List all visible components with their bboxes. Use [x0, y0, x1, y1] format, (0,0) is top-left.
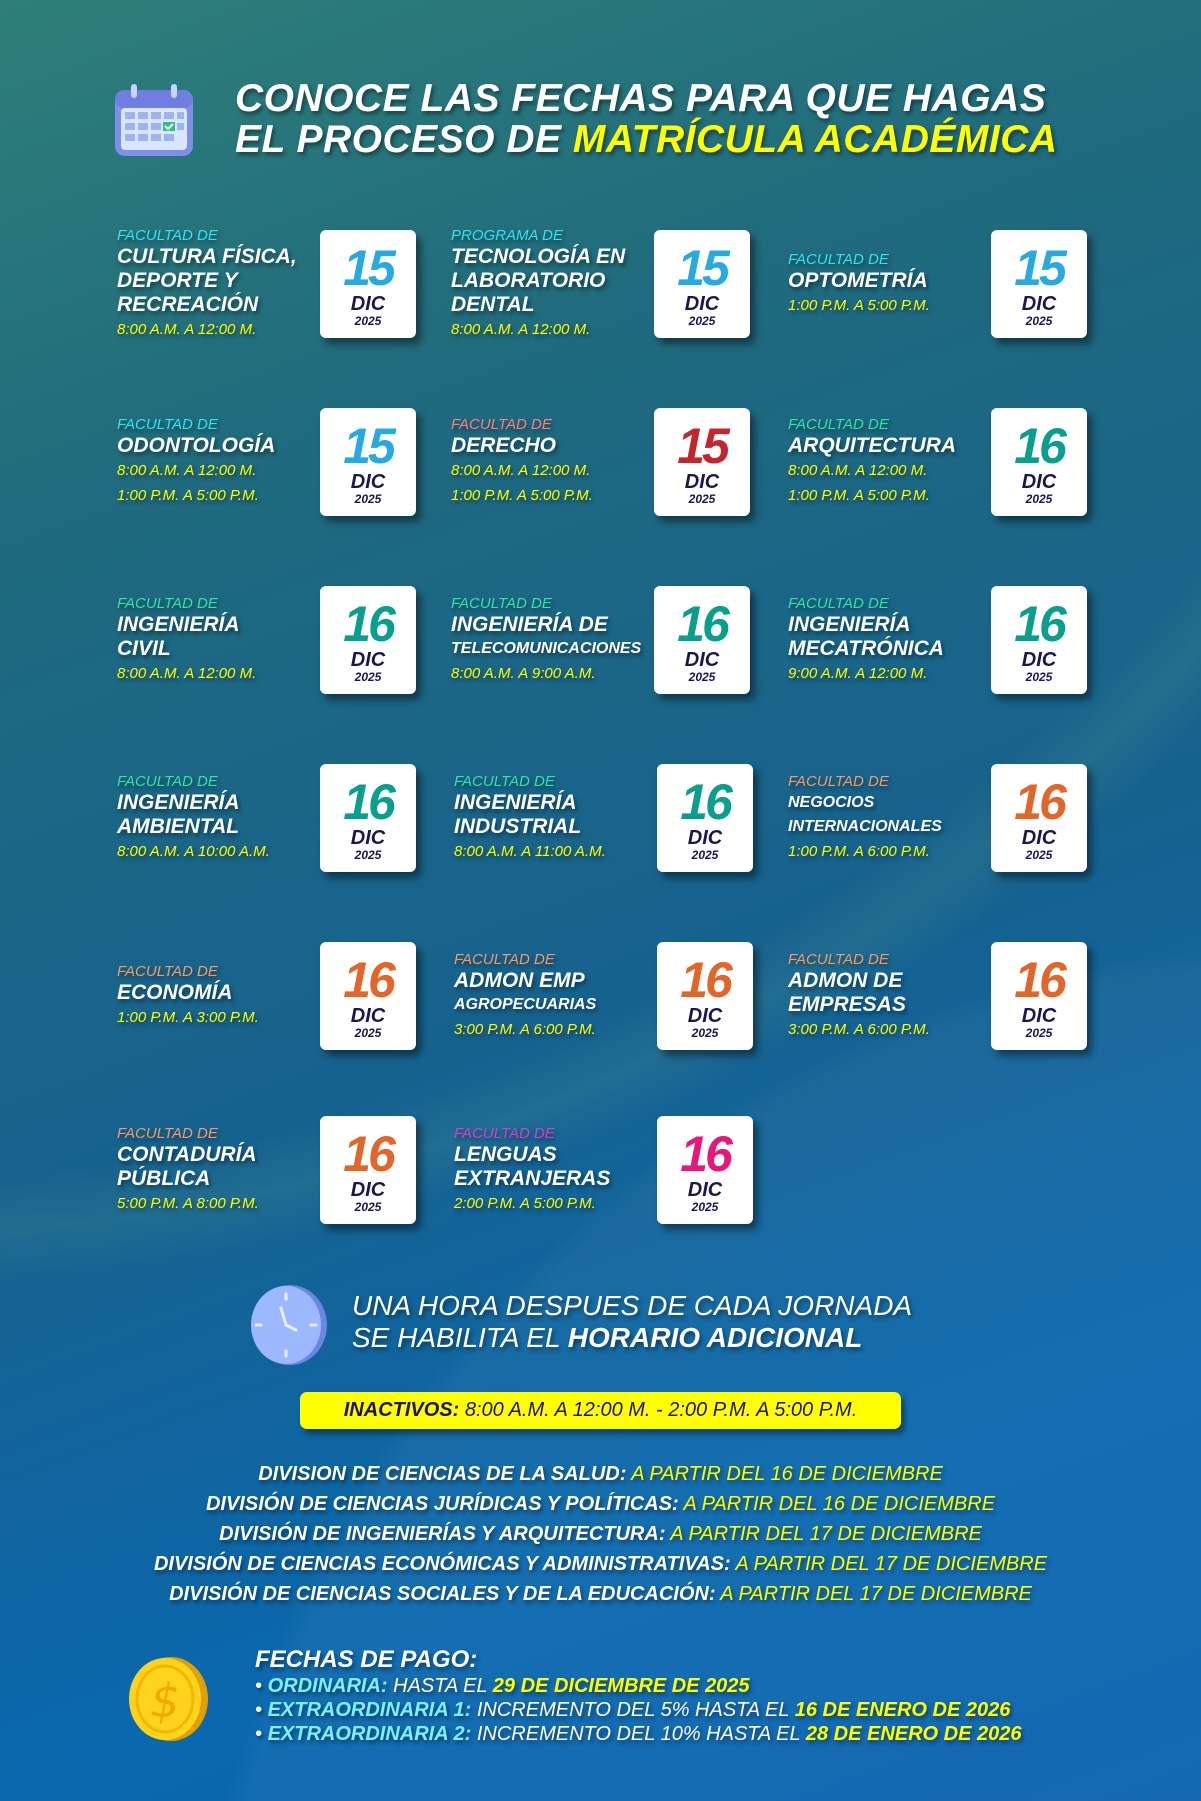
payment-text: INCREMENTO DEL 5% HASTA EL	[471, 1699, 795, 1721]
faculty-card	[454, 942, 784, 1050]
schedule-time: 8:00 A.M. A 12:00 M.	[788, 462, 928, 479]
division-name: DIVISION DE CIENCIAS DE LA SALUD:	[258, 1463, 627, 1485]
date-day: 16	[343, 1126, 393, 1182]
title-prefix: EL PROCESO DE	[235, 118, 573, 161]
division-item	[0, 1579, 1201, 1609]
date-month: DIC	[350, 649, 386, 671]
date-day: 16	[1014, 774, 1064, 830]
date-badge	[657, 942, 753, 1050]
faculty-card	[117, 586, 447, 694]
date-day: 15	[677, 240, 727, 296]
faculty-label: FACULTAD DE	[117, 594, 218, 612]
faculty-name: INGENIERÍA	[117, 612, 240, 636]
faculty-name: DEPORTE Y	[117, 268, 238, 292]
date-day: 16	[1014, 418, 1064, 474]
date-month: DIC	[684, 293, 720, 315]
faculty-name: CIVIL	[117, 636, 171, 660]
clock-icon	[248, 1284, 328, 1366]
date-badge	[991, 942, 1087, 1050]
schedule-time: 1:00 P.M. A 5:00 P.M.	[117, 487, 259, 504]
date-month: DIC	[1021, 1005, 1057, 1027]
note-bold: HORARIO ADICIONAL	[567, 1322, 863, 1353]
faculty-name: ECONOMÍA	[117, 980, 233, 1004]
date-month: DIC	[684, 649, 720, 671]
faculty-info	[117, 586, 322, 694]
faculty-label: FACULTAD DE	[117, 416, 218, 433]
faculty-card	[454, 764, 784, 872]
date-year: 2025	[1025, 314, 1053, 328]
date-month: DIC	[350, 293, 386, 315]
faculty-label: FACULTAD DE	[788, 416, 889, 433]
payment-title: FECHAS DE PAGO:	[255, 1646, 478, 1673]
date-year: 2025	[1025, 848, 1053, 862]
date-badge	[657, 764, 753, 872]
faculty-name: DENTAL	[451, 292, 535, 316]
division-list	[0, 1459, 1201, 1609]
payment-text: INCREMENTO DEL 10% HASTA EL	[471, 1723, 806, 1745]
division-date: A PARTIR DEL 17 DE DICIEMBRE	[715, 1583, 1032, 1605]
schedule-time: 1:00 P.M. A 5:00 P.M.	[788, 487, 930, 504]
inactive-value: 8:00 A.M. A 12:00 M. - 2:00 P.M. A 5:00 P.M.	[459, 1399, 858, 1421]
faculty-name: CONTADURÍA	[117, 1142, 257, 1166]
faculty-label: FACULTAD DE	[454, 950, 555, 968]
faculty-label: FACULTAD DE	[454, 1124, 555, 1142]
schedule-time: 8:00 A.M. A 12:00 M.	[117, 320, 257, 338]
division-item	[0, 1549, 1201, 1579]
faculty-label: FACULTAD DE	[451, 594, 552, 612]
faculty-info	[451, 408, 656, 516]
date-badge	[320, 408, 416, 516]
date-month: DIC	[1021, 649, 1057, 671]
faculty-label: FACULTAD DE	[788, 250, 889, 268]
payment-item	[255, 1722, 1022, 1746]
schedule-time: 1:00 P.M. A 6:00 P.M.	[788, 842, 930, 860]
schedule-time: 3:00 P.M. A 6:00 P.M.	[454, 1020, 596, 1038]
date-month: DIC	[1021, 293, 1057, 315]
date-badge	[654, 408, 750, 516]
faculty-card	[451, 226, 781, 338]
date-day: 15	[343, 418, 393, 474]
date-day: 15	[343, 240, 393, 296]
date-month: DIC	[1021, 827, 1057, 849]
faculty-info	[117, 408, 322, 516]
inactive-hours-banner	[300, 1392, 901, 1429]
date-year: 2025	[1025, 1026, 1053, 1040]
date-month: DIC	[350, 1179, 386, 1201]
schedule-time: 1:00 P.M. A 3:00 P.M.	[117, 1008, 259, 1026]
payment-deadline: 29 DE DICIEMBRE DE 2025	[492, 1675, 750, 1697]
date-day: 16	[343, 952, 393, 1008]
faculty-name: AGROPECUARIAS	[454, 995, 597, 1013]
payment-deadline: 16 DE ENERO DE 2026	[794, 1699, 1011, 1721]
faculty-card	[788, 230, 1118, 338]
faculty-name: TELECOMUNICACIONES	[451, 639, 642, 657]
schedule-time: 3:00 P.M. A 6:00 P.M.	[788, 1020, 930, 1038]
faculty-card	[788, 408, 1118, 516]
note-line-2	[352, 1322, 912, 1354]
payment-type: EXTRAORDINARIA 1:	[267, 1699, 472, 1721]
faculty-label: FACULTAD DE	[117, 226, 218, 244]
faculty-label: FACULTAD DE	[788, 772, 889, 790]
note-prefix: SE HABILITA EL	[352, 1322, 568, 1353]
date-day: 16	[677, 596, 727, 652]
title-line-2	[235, 119, 1058, 160]
division-date: A PARTIR DEL 16 DE DICIEMBRE	[626, 1463, 943, 1485]
faculty-name: EXTRANJERAS	[454, 1166, 611, 1190]
faculty-info	[788, 230, 993, 338]
date-badge	[320, 230, 416, 338]
schedule-time: 5:00 P.M. A 8:00 P.M.	[117, 1194, 259, 1212]
date-month: DIC	[687, 1179, 723, 1201]
faculty-card	[117, 764, 447, 872]
faculty-name: ADMON DE	[788, 968, 903, 992]
date-day: 16	[680, 1126, 730, 1182]
faculty-card	[788, 764, 1118, 872]
faculty-name: INGENIERÍA DE	[451, 612, 608, 636]
faculty-card	[117, 408, 447, 516]
date-year: 2025	[688, 314, 716, 328]
faculty-name: ODONTOLOGÍA	[117, 434, 276, 457]
date-year: 2025	[354, 670, 382, 684]
date-month: DIC	[687, 1005, 723, 1027]
faculty-card	[451, 408, 781, 516]
faculty-card	[454, 1116, 784, 1224]
faculty-label: FACULTAD DE	[451, 416, 552, 433]
date-day: 16	[1014, 952, 1064, 1008]
faculty-name: ARQUITECTURA	[788, 434, 956, 457]
division-date: A PARTIR DEL 17 DE DICIEMBRE	[665, 1523, 982, 1545]
date-year: 2025	[691, 1200, 719, 1214]
schedule-time: 8:00 A.M. A 12:00 M.	[117, 664, 257, 682]
date-month: DIC	[1021, 471, 1057, 493]
date-year: 2025	[354, 848, 382, 862]
division-name: DIVISIÓN DE CIENCIAS SOCIALES Y DE LA EDUCACIÓN:	[169, 1583, 716, 1605]
faculty-name: INGENIERÍA	[117, 790, 240, 814]
date-day: 16	[1014, 596, 1064, 652]
faculty-label: FACULTAD DE	[454, 772, 555, 790]
faculty-name: NEGOCIOS	[788, 793, 875, 811]
faculty-name: OPTOMETRÍA	[788, 268, 928, 292]
division-item	[0, 1489, 1201, 1519]
date-badge	[991, 586, 1087, 694]
date-badge	[991, 764, 1087, 872]
faculty-name: ADMON EMP	[454, 968, 585, 992]
faculty-label: FACULTAD DE	[117, 962, 218, 980]
date-badge	[320, 586, 416, 694]
schedule-time: 8:00 A.M. A 12:00 M.	[451, 320, 591, 338]
date-month: DIC	[350, 1005, 386, 1027]
faculty-card	[451, 586, 781, 694]
bullet-icon: •	[255, 1699, 268, 1721]
faculty-name: LENGUAS	[454, 1142, 557, 1166]
division-date: A PARTIR DEL 16 DE DICIEMBRE	[678, 1493, 996, 1515]
faculty-info	[451, 226, 656, 338]
faculty-info	[454, 764, 659, 872]
date-year: 2025	[691, 1026, 719, 1040]
title-line-1: CONOCE LAS FECHAS PARA QUE HAGAS	[235, 77, 1047, 120]
coin-dollar-icon	[125, 1655, 209, 1743]
date-badge	[320, 764, 416, 872]
faculty-name: CULTURA FÍSICA,	[117, 244, 297, 268]
date-year: 2025	[354, 314, 382, 328]
date-day: 15	[1014, 240, 1064, 296]
faculty-label: FACULTAD DE	[788, 950, 889, 968]
date-year: 2025	[354, 492, 382, 506]
faculty-card	[788, 942, 1118, 1050]
faculty-card	[117, 226, 447, 338]
faculty-name: RECREACIÓN	[117, 292, 259, 316]
division-name: DIVISIÓN DE INGENIERÍAS Y ARQUITECTURA:	[219, 1523, 666, 1545]
division-item	[0, 1519, 1201, 1549]
calendar-icon	[113, 82, 195, 158]
date-day: 16	[680, 774, 730, 830]
faculty-info	[117, 226, 322, 338]
faculty-name: EMPRESAS	[788, 992, 906, 1016]
faculty-info	[788, 764, 993, 872]
division-name: DIVISIÓN DE CIENCIAS JURÍDICAS Y POLÍTICAS:	[205, 1493, 679, 1515]
date-day: 16	[680, 952, 730, 1008]
division-name: DIVISIÓN DE CIENCIAS ECONÓMICAS Y ADMINISTRATIVAS:	[153, 1553, 731, 1575]
payment-type: ORDINARIA:	[267, 1675, 388, 1697]
date-badge	[320, 942, 416, 1050]
faculty-info	[788, 942, 993, 1050]
faculty-info	[454, 942, 659, 1050]
faculty-label: FACULTAD DE	[117, 1124, 218, 1142]
faculty-info	[788, 408, 993, 516]
schedule-time: 8:00 A.M. A 12:00 M.	[117, 462, 257, 479]
faculty-info	[451, 586, 656, 694]
faculty-name: INDUSTRIAL	[454, 814, 582, 838]
division-item	[0, 1459, 1201, 1489]
payment-list	[255, 1674, 1022, 1746]
payment-deadline: 28 DE ENERO DE 2026	[805, 1723, 1022, 1745]
bullet-icon: •	[255, 1675, 268, 1697]
svg-text:$: $	[150, 1674, 180, 1728]
faculty-label: FACULTAD DE	[117, 772, 218, 790]
page-title	[235, 78, 1058, 160]
schedule-time: 1:00 P.M. A 5:00 P.M.	[788, 296, 930, 314]
faculty-info	[117, 942, 322, 1050]
faculty-info	[788, 586, 993, 694]
date-day: 15	[677, 418, 727, 474]
faculty-card	[788, 586, 1118, 694]
date-month: DIC	[350, 827, 386, 849]
faculty-info	[117, 764, 322, 872]
date-badge	[654, 230, 750, 338]
note-line-1: UNA HORA DESPUES DE CADA JORNADA	[352, 1290, 913, 1321]
schedule-time: 8:00 A.M. A 9:00 A.M.	[451, 664, 596, 682]
inactive-label: INACTIVOS:	[343, 1399, 460, 1421]
date-year: 2025	[691, 848, 719, 862]
date-badge	[991, 408, 1087, 516]
date-year: 2025	[688, 492, 716, 506]
division-date: A PARTIR DEL 17 DE DICIEMBRE	[730, 1553, 1048, 1575]
date-badge	[991, 230, 1087, 338]
faculty-info	[117, 1116, 322, 1224]
faculty-card	[117, 942, 447, 1050]
date-month: DIC	[350, 471, 386, 493]
faculty-name: PÚBLICA	[117, 1166, 211, 1190]
faculty-name: DERECHO	[451, 434, 557, 457]
payment-item	[255, 1674, 1022, 1698]
schedule-time: 8:00 A.M. A 12:00 M.	[451, 462, 591, 479]
schedule-time: 8:00 A.M. A 11:00 A.M.	[454, 842, 606, 860]
title-highlight: MATRÍCULA ACADÉMICA	[572, 118, 1058, 161]
date-month: DIC	[687, 827, 723, 849]
date-day: 16	[343, 774, 393, 830]
date-year: 2025	[354, 1200, 382, 1214]
faculty-name: INGENIERÍA	[454, 790, 577, 814]
date-year: 2025	[354, 1026, 382, 1040]
date-month: DIC	[684, 471, 720, 493]
payment-text: HASTA EL	[387, 1675, 493, 1697]
date-badge	[657, 1116, 753, 1224]
date-year: 2025	[1025, 670, 1053, 684]
date-year: 2025	[688, 670, 716, 684]
faculty-name: MECATRÓNICA	[788, 636, 944, 660]
payment-type: EXTRAORDINARIA 2:	[267, 1723, 472, 1745]
schedule-time: 8:00 A.M. A 10:00 A.M.	[117, 842, 270, 860]
faculty-name: LABORATORIO	[451, 268, 606, 292]
faculty-name: INTERNACIONALES	[788, 817, 942, 835]
faculty-name: INGENIERÍA	[788, 612, 911, 636]
schedule-time: 9:00 A.M. A 12:00 M.	[788, 664, 928, 682]
schedule-time: 1:00 P.M. A 5:00 P.M.	[451, 487, 593, 504]
payment-dates	[255, 1646, 1022, 1746]
faculty-name: TECNOLOGÍA EN	[451, 244, 626, 268]
date-day: 16	[343, 596, 393, 652]
faculty-info	[454, 1116, 659, 1224]
date-badge	[654, 586, 750, 694]
date-badge	[320, 1116, 416, 1224]
schedule-time: 2:00 P.M. A 5:00 P.M.	[454, 1194, 596, 1212]
bullet-icon: •	[255, 1723, 268, 1745]
faculty-label: PROGRAMA DE	[451, 226, 563, 244]
faculty-card	[117, 1116, 447, 1224]
faculty-name: AMBIENTAL	[117, 814, 240, 838]
faculty-label: FACULTAD DE	[788, 594, 889, 612]
payment-item	[255, 1698, 1022, 1722]
date-year: 2025	[1025, 492, 1053, 506]
additional-schedule-note	[352, 1290, 912, 1354]
